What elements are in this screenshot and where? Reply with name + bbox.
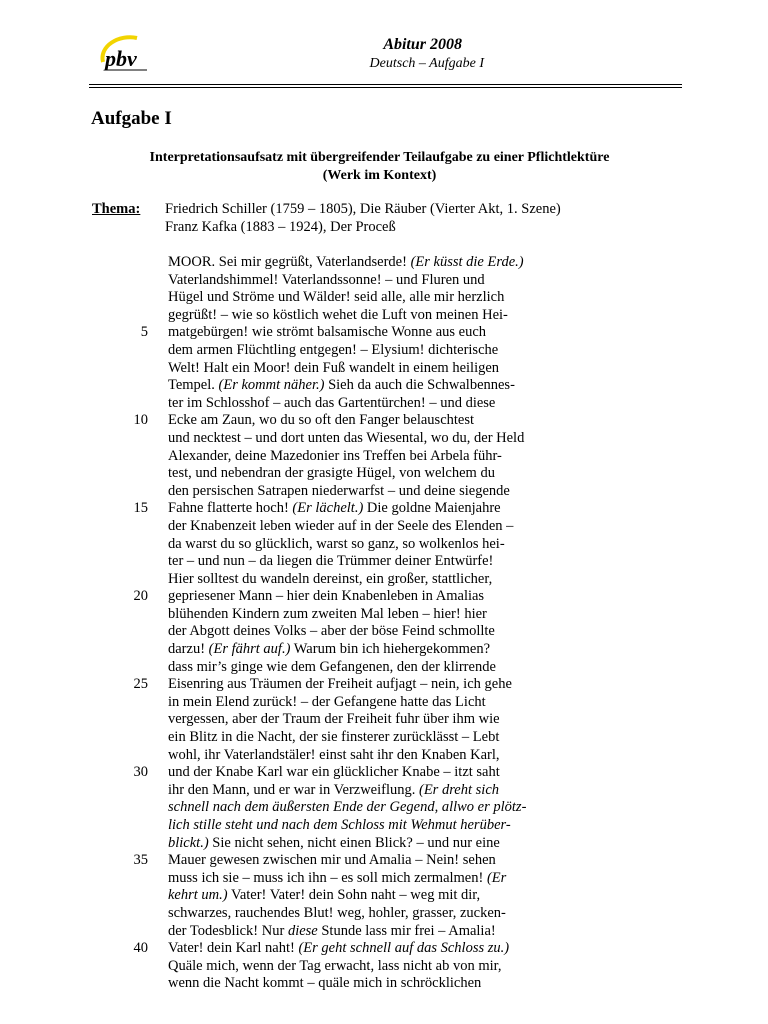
dialogue-text: wohl, ihr Vaterlandstäler! einst saht ihr den Knaben Karl,	[168, 746, 500, 763]
stage-direction: (Er dreht sich	[419, 781, 500, 798]
dialogue-text: dass mir’s ginge wie dem Gefangenen, den der klirrende	[168, 658, 496, 675]
line-number: 30	[133, 764, 148, 781]
dialogue-text: ter – und nun – da liegen die Trümmer deiner Entwürfe!	[168, 553, 494, 570]
task-heading: Aufgabe I	[91, 108, 172, 129]
dialogue-text: und necktest – und dort unten das Wiesental, wo du, der Held	[168, 429, 525, 446]
dialogue-text: da warst du so glücklich, warst so ganz, so wolkenlos hei-	[168, 535, 505, 552]
dialogue-text: Hügel und Ströme und Wälder! seid alle, alle mir herzlich	[168, 289, 505, 306]
line-number: 25	[133, 676, 148, 693]
text-line	[168, 799, 538, 817]
stage-direction: schnell nach dem äußersten Ende der Gegend, allwo er plötz-	[168, 799, 527, 816]
text-line	[168, 342, 538, 360]
dialogue-text: ter im Schlosshof – auch das Gartentürchen! – und diese	[168, 394, 496, 411]
header-rule	[89, 84, 682, 85]
dialogue-text: Welt! Halt ein Moor! dein Fuß wandelt in einem heiligen	[168, 359, 500, 376]
task-subtitle-line2: (Werk im Kontext)	[322, 168, 437, 183]
text-line	[168, 307, 538, 325]
dialogue-text: matgebürgen! wie strömt balsamische Wonne aus euch	[168, 324, 487, 341]
dialogue-text: Quäle mich, wenn der Tag erwacht, lass nicht ab von mir,	[168, 957, 502, 974]
text-line	[168, 870, 538, 888]
header-subtitle: Deutsch – Aufgabe I	[369, 56, 484, 71]
dialogue-text: vergessen, aber der Traum der Freiheit fuhr über ihm wie	[168, 711, 500, 728]
text-line	[133, 500, 538, 518]
dialogue-text: der Knabenzeit leben wieder auf in der Seele des Elenden –	[168, 517, 514, 534]
dialogue-text: Die goldne Maienjahre	[363, 500, 501, 517]
text-line	[168, 641, 538, 659]
dialogue-text: Fahne flatterte hoch!	[168, 500, 293, 517]
stage-direction: (Er geht schnell auf das Schloss zu.)	[298, 940, 510, 957]
dialogue-text: Alexander, deine Mazedonier ins Treffen bei Arbela führ-	[168, 447, 502, 464]
dialogue-text: Vaterlandshimmel! Vaterlandssonne! – und Fluren und	[168, 271, 485, 288]
text-line	[168, 817, 538, 835]
thema-line-1: Friedrich Schiller (1759 – 1805), Die Räuber (Vierter Akt, 1. Szene)	[165, 201, 561, 217]
text-line	[168, 465, 538, 483]
dialogue-text: Ecke am Zaun, wo du so oft den Fanger belauschtest	[168, 412, 475, 429]
dialogue-text: muss ich sie – muss ich ihn – es soll mich zermalmen!	[168, 869, 487, 886]
text-line	[168, 975, 538, 993]
line-number: 40	[133, 940, 148, 957]
dialogue-text: der Abgott deines Volks – aber der böse Feind schmollte	[168, 623, 495, 640]
dialogue-text: Warum bin ich hiehergekommen?	[290, 641, 491, 658]
dialogue-text: gepriesener Mann – hier dein Knabenleben in Amalias	[168, 588, 485, 605]
text-line	[168, 571, 538, 589]
dialogue-text: dem armen Flüchtling entgegen! – Elysium! dichterische	[168, 341, 499, 358]
dialogue-text: Stunde lass mir frei – Amalia!	[317, 922, 496, 939]
text-line	[168, 553, 538, 571]
header-title: Abitur 2008	[383, 36, 462, 53]
dialogue-text: Sie nicht sehen, nicht einen Blick? – und nur eine	[208, 834, 500, 851]
dialogue-text: in mein Elend zurück! – der Gefangene hatte das Licht	[168, 693, 486, 710]
line-number: 15	[133, 500, 148, 517]
text-line	[168, 905, 538, 923]
publisher-logo	[97, 32, 153, 76]
dialogue-text: ein Blitz in die Nacht, der sie finsterer zurücklässt – Lebt	[168, 729, 500, 746]
text-line	[168, 430, 538, 448]
text-line	[168, 360, 538, 378]
stage-direction: lich stille steht und nach dem Schloss mit Wehmut herüber-	[168, 817, 511, 833]
text-line	[168, 254, 538, 272]
text-line	[133, 676, 538, 694]
logo-text: pbv	[105, 46, 137, 71]
text-line	[168, 659, 538, 677]
text-line	[168, 835, 538, 853]
dialogue-text: Hier solltest du wandeln dereinst, ein großer, stattlicher,	[168, 570, 493, 587]
text-line	[168, 289, 538, 307]
text-line	[168, 711, 538, 729]
thema-label: Thema:	[92, 201, 141, 217]
dialogue-text: ihr den Mann, und er war in Verzweiflung.	[168, 781, 419, 798]
stage-direction: (Er fährt auf.)	[208, 641, 291, 658]
dialogue-text: und der Knabe Karl war ein glücklicher Knabe – itzt saht	[168, 764, 500, 781]
excerpt-text	[133, 254, 538, 993]
dialogue-text: der Todesblick! Nur	[168, 922, 288, 939]
dialogue-text: MOOR. Sei mir gegrüßt, Vaterlandserde!	[168, 254, 411, 270]
text-line	[168, 694, 538, 712]
dialogue-text: Vater! Vater! dein Sohn naht – weg mit dir,	[227, 887, 481, 904]
text-line	[168, 536, 538, 554]
dialogue-text: Mauer gewesen zwischen mir und Amalia – Nein! sehen	[168, 852, 496, 869]
dialogue-text: test, und nebendran der grasigte Hügel, von welchem du	[168, 465, 495, 482]
text-line	[168, 272, 538, 290]
dialogue-text: den persischen Satrapen niederwarfst – und deine siegende	[168, 482, 510, 499]
stage-direction: (Er lächelt.)	[292, 500, 364, 517]
stage-direction: kehrt um.)	[168, 887, 228, 904]
dialogue-text: gegrüßt! – wie so köstlich wehet die Luft von meinen Hei-	[168, 306, 508, 323]
stage-direction: diese	[287, 922, 318, 939]
stage-direction: blickt.)	[168, 834, 209, 851]
text-line	[168, 782, 538, 800]
stage-direction: (Er küsst die Erde.)	[410, 254, 524, 270]
text-line	[168, 958, 538, 976]
text-line	[168, 395, 538, 413]
text-line	[140, 324, 538, 342]
dialogue-text: wenn die Nacht kommt – quäle mich in schröcklichen	[168, 975, 482, 992]
line-number: 20	[133, 588, 148, 605]
dialogue-text: Eisenring aus Träumen der Freiheit aufjagt – nein, ich gehe	[168, 676, 512, 693]
text-line	[168, 729, 538, 747]
stage-direction: (Er kommt näher.)	[218, 377, 325, 394]
dialogue-text: Vater! dein Karl naht!	[168, 940, 299, 957]
dialogue-text: schwarzes, rauchendes Blut! weg, hohler, grasser, zucken-	[168, 904, 506, 921]
task-subtitle-line1: Interpretationsaufsatz mit übergreifender Teilaufgabe zu einer Pflichtlektüre	[149, 150, 610, 165]
text-line	[133, 412, 538, 430]
line-number: 5	[140, 324, 148, 341]
text-line	[168, 448, 538, 466]
text-line	[168, 747, 538, 765]
text-line	[133, 940, 538, 958]
text-line	[168, 518, 538, 536]
text-line	[168, 923, 538, 941]
thema-line-2: Franz Kafka (1883 – 1924), Der Proceß	[165, 219, 396, 235]
text-line	[168, 483, 538, 501]
dialogue-text: Tempel.	[168, 377, 219, 394]
line-number: 35	[133, 852, 148, 869]
text-line	[168, 377, 538, 395]
stage-direction: (Er	[486, 869, 507, 886]
text-line	[133, 764, 538, 782]
dialogue-text: blühenden Kindern zum zweiten Mal leben – hier! hier	[168, 605, 487, 622]
text-line	[168, 623, 538, 641]
header-rule-2	[89, 87, 682, 88]
text-line	[133, 852, 538, 870]
line-number: 10	[133, 412, 148, 429]
text-line	[168, 887, 538, 905]
dialogue-text: Sieh da auch die Schwalbennes-	[324, 377, 515, 394]
text-line	[133, 588, 538, 606]
text-line	[168, 606, 538, 624]
dialogue-text: darzu!	[168, 641, 209, 658]
